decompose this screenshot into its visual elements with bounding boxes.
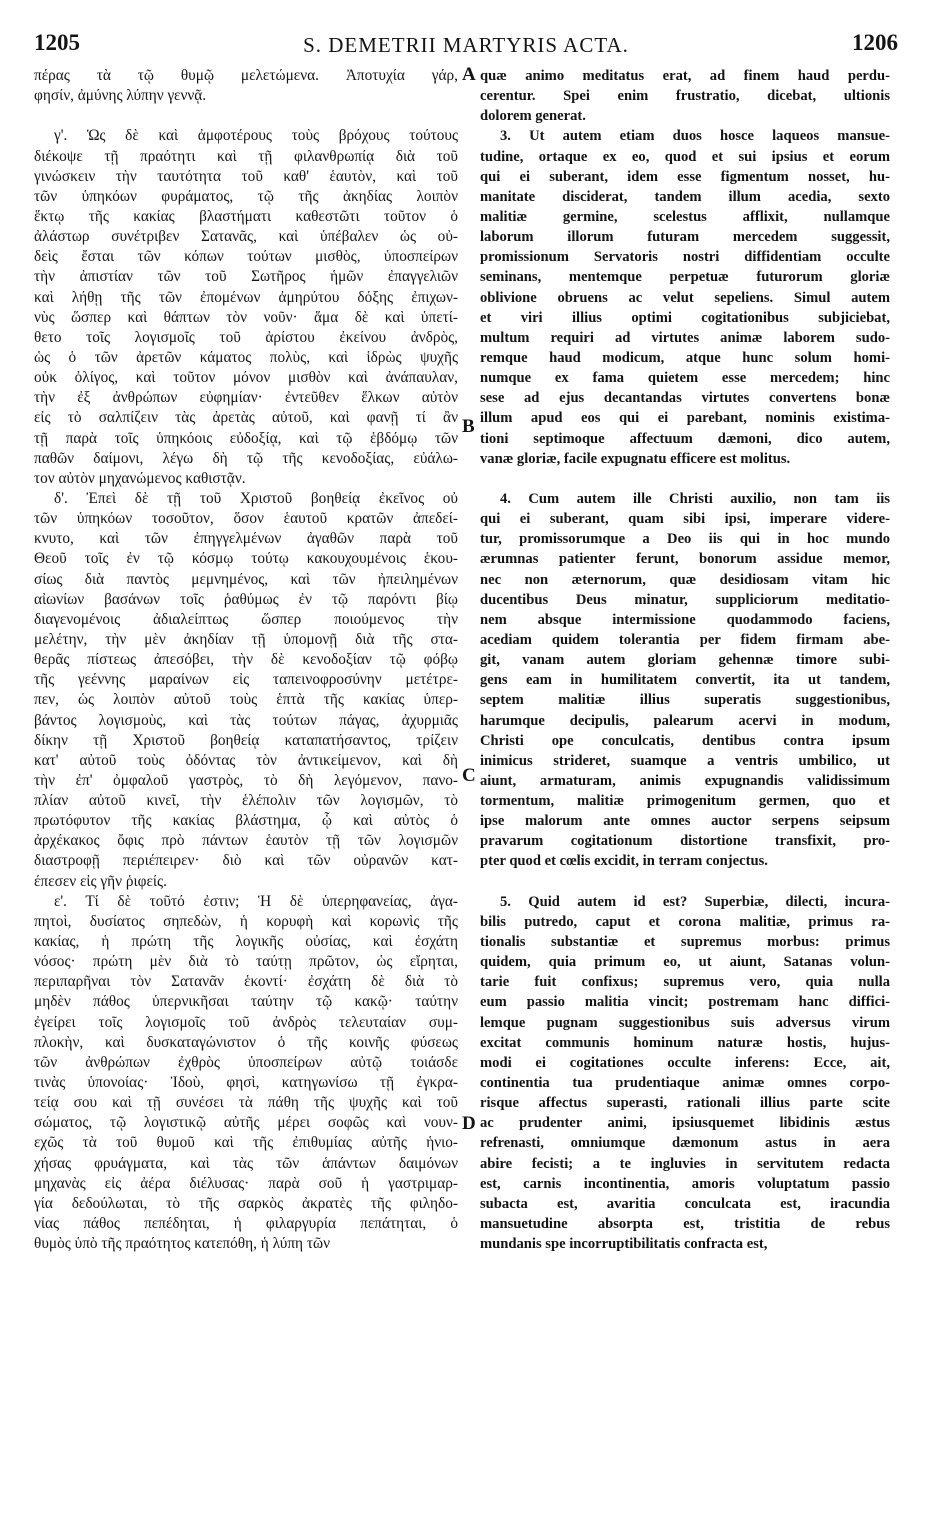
running-title: S. DEMETRII MARTYRIS ACTA. — [303, 33, 629, 57]
greek-line: σώματος, τῷ λογιστικῷ αὐτῆς μέρει σοφῶς καὶ νουν- — [34, 1114, 458, 1132]
greek-line: τῶν ἀνθρώπων ἐχθρὸς ὑποσπείρων αὐτῷ τοιάσδε — [34, 1053, 458, 1071]
greek-line: κνυτο, καὶ τῶν ἐπηγγελμένων ἀγαθῶν παρὰ τοῦ — [34, 530, 458, 548]
greek-line: τῆς γεέννης μαραίνων εἰς ταπεινοφροσύνην μετέτρε- — [34, 671, 458, 689]
latin-line: cerentur. Spei enim frustratio, dicebat, ultionis — [480, 88, 890, 105]
greek-line: ἐγείρει τοῖς λογισμοῖς τοῦ ἀνδρὸς τελευταίαν συμ- — [34, 1013, 458, 1031]
latin-line: ipse malorum ante omnes auctor serpens seipsum — [480, 813, 890, 830]
latin-line: malitiæ germine, scelestus afflixit, nullamque — [480, 208, 890, 225]
latin-line: inimicus strideret, suamque a ventris umbilico, ut — [480, 752, 890, 769]
greek-line: ἀλάστωρ συνέτριβεν Σατανᾶς, καὶ ὑπέβαλεν ὡς οὐ- — [34, 228, 458, 246]
latin-line: risque affectus superasti, rationali illius parte scite — [480, 1095, 890, 1112]
section-marker-d: D — [462, 1113, 476, 1134]
latin-line: qui ei suberant, quam sibi ipsi, imperare videre- — [480, 511, 890, 528]
greek-line: δίκην τῇ Χριστοῦ βοηθείᾳ καταπατήσαντος, τρίζειν — [34, 731, 458, 749]
latin-line: tormentum, malitiæ primogenitum germen, quo et — [480, 793, 890, 810]
latin-line: subacta est, avaritia conculcata est, iracundia — [480, 1195, 890, 1212]
greek-line: βάντος λογισμοὺς, καὶ τὰς τούτων πάγας, ἀχυρμιᾶς — [34, 711, 458, 729]
latin-line: nem absque intermissione quodammodo faciens, — [480, 611, 890, 628]
greek-line: πλίαν αὐτοῦ κινεῖ, τὴν ἑλέπολιν τῶν λογισμῶν, τὸ — [34, 792, 458, 810]
latin-line: 3. Ut autem etiam duos hosce laqueos mansue- — [500, 128, 890, 145]
latin-line: 4. Cum autem ille Christi auxilio, non tam iis — [500, 490, 890, 507]
latin-line: septem malitiæ illius superatis suggestionibus, — [480, 692, 890, 709]
greek-line: αἰωνίων βασάνων τοῖς ῥαθύμως ἐν τῷ παρόντι βίῳ — [34, 590, 458, 608]
greek-line: πρωτόφυτον τῆς κακίας βλάστημα, ᾧ καὶ αὐτὸς ὁ — [34, 812, 458, 830]
latin-line: laborum illorum futuram mercedem suggessit, — [480, 229, 890, 246]
latin-line: gens eam in humilitatem convertit, ita ut tandem, — [480, 672, 890, 689]
section-marker-a: A — [462, 64, 476, 85]
section-marker-c: C — [462, 765, 476, 786]
latin-line — [480, 469, 890, 489]
latin-line: tur, promissorumque a Deo iis qui in hoc mundo — [480, 531, 890, 548]
greek-line: οὐκ ὀλίγος, καὶ τοῦτον μόνον μισθὸν καὶ ἀνάπαυλαν, — [34, 369, 458, 387]
greek-line: καὶ λήθῃ τῆς τῶν ἐπομένων ἀμηρύτου δόξης ἐπιχων- — [34, 288, 458, 306]
latin-line: modi ei cogitationes occulte inferens: Ecce, ait, — [480, 1054, 890, 1071]
latin-line: quidem, quia primum eo, ut aiunt, Satanas volun- — [480, 954, 890, 971]
latin-line: nec non æternorum, quæ desidiosam vitam hic — [480, 571, 890, 588]
latin-line: lemque pugnam suggestionibus suis adversus virum — [480, 1014, 890, 1031]
greek-line: κατ' αὐτοῦ τοὺς ὀδόντας τὸν ἀντικείμενον, καὶ δὴ — [34, 751, 458, 769]
latin-line: sese ad ejus decantandas virtutes convertens bonæ — [480, 390, 890, 407]
greek-column — [34, 66, 458, 1254]
latin-line: abire fecisti; a te ingluvies in servitutem redacta — [480, 1155, 890, 1172]
latin-line: harumque decipulis, palearum acervi in modum, — [480, 712, 890, 729]
greek-line: γ'. Ὡς δὲ καὶ ἀμφοτέρους τοὺς βρόχους τούτους — [54, 127, 458, 145]
greek-line: φησίν, ἀμύνης λύπην γεννᾷ. — [34, 87, 207, 105]
latin-line: pravarum cogitationum distortione transfixit, pro- — [480, 833, 890, 850]
greek-line: τον αὐτὸν μηχανώμενος καθιστᾷν. — [34, 469, 246, 487]
latin-line: tioni septimoque affectuum dæmoni, dico autem, — [480, 430, 890, 447]
greek-line: τῇ παρὰ τοῖς ὑπηκόοις εὐδοξίᾳ, καὶ τῷ ἑβδόμῳ τῶν — [34, 429, 458, 447]
greek-line: τὴν ἀπιστίαν τῶν τοῦ Σωτῆρος ἡμῶν ἐπαγγελιῶν — [34, 268, 458, 286]
latin-line: continentia tua prudentiaque animæ omnes corpo- — [480, 1075, 890, 1092]
greek-line: εἰς τὸ σαλπίζειν τὰς ἀρετὰς αὐτοῦ, καὶ φανῇ τί ἂν — [34, 409, 458, 427]
page-number-right: 1206 — [852, 30, 898, 55]
greek-line: πέρας τὰ τῷ θυμῷ μελετώμενα. Ἀποτυχία γάρ, — [34, 67, 458, 84]
latin-line: Christi ope conculcatis, dentibus contra ipsum — [480, 732, 890, 749]
latin-line — [480, 872, 890, 892]
latin-line: tionalis substantiæ et supremus morbus: primus — [480, 934, 890, 951]
greek-line: νὺς ὥσπερ καὶ θάπτων τὸν νοῦν· ἅμα δὲ καὶ ὑπετί- — [34, 308, 458, 326]
latin-line: acediam quidem tolerantia per fidem firmam abe- — [480, 631, 890, 648]
greek-line: χήσας φρυάγματα, καὶ τὰς τῶν ἁπάντων δαιμόνων — [34, 1154, 458, 1172]
greek-line: τείᾳ σου καὶ τῇ συνέσει τὰ πάθη τῆς ψυχῆς καὶ τοῦ — [34, 1094, 458, 1112]
greek-line: δεὶς ἔσται τῶν κόπων τούτων μισθὸς, ὑποσπείρων — [34, 248, 458, 266]
latin-line: tarie fuit confixus; supremus vero, quia nulla — [480, 974, 890, 991]
greek-line: διέκοψε τῇ πραότητι καὶ τῇ φιλανθρωπίᾳ διὰ τοῦ — [34, 147, 458, 165]
latin-line: et viri illius optimi cogitationibus subjiciebat, — [480, 309, 890, 326]
latin-line: multum requiri ad virtutes animæ laborem sudo- — [480, 329, 890, 346]
greek-line: τὴν ἐξ ἀνθρώπων εὐφημίαν· ἐντεῦθεν ἕλκων αὐτὸν — [34, 389, 458, 407]
greek-line: θερᾶς πίστεως ἀπεσόβει, τὴν δὲ κενοδοξίαν τῷ φόβῳ — [34, 651, 458, 669]
latin-line: refrenasti, omniumque dæmonum astus in aera — [480, 1135, 890, 1152]
greek-line: πητοὶ, δυσίατος σηπεδὼν, ἡ κορυφὴ καὶ κορωνὶς τῆς — [34, 912, 458, 930]
latin-line: ducentibus Deus minatur, suppliciorum meditatio- — [480, 591, 890, 608]
latin-line: aiunt, armaturam, animis expugnandis validissimum — [480, 772, 890, 789]
greek-line: διαγενομένοις ἀδιαλείπτως ὥσπερ ποιούμενος τὴν — [34, 610, 458, 628]
latin-line: vanæ gloriæ, facile expugnatu efficere est molitus. — [480, 450, 791, 467]
greek-line: πλοκὴν, καὶ δυσκαταγώνιστον ὁ τῆς κοινῆς φύσεως — [34, 1033, 458, 1051]
greek-line: νόσος· πρώτη μὲν διὰ τὸ ταύτῃ πρῶτον, ὡς εἴρηται, — [34, 953, 458, 971]
greek-line: εχῶς τὰ τοῦ θυμοῦ καὶ τῆς ἐπιθυμίας αὐτῆς ἡνιο- — [34, 1134, 458, 1152]
greek-line: ε'. Τί δὲ τοῦτό ἐστιν; Ἡ δὲ ὑπερηφανείας, ἀγα- — [54, 892, 458, 910]
greek-line: σίως διὰ παντὸς μεμνημένος, καὶ τῶν ἠπειλημένων — [34, 570, 458, 588]
greek-line: ἕκτῳ τῆς κακίας βλαστήματι καθεστῶτι τοῦτον ὁ — [34, 207, 458, 225]
greek-line: έπεσεν εἰς γῆν ῥιφείς. — [34, 872, 167, 890]
latin-line: promissionum Servatoris nostri diffidentiam occulte — [480, 249, 890, 266]
greek-line: κακίας, ἡ πρώτη τῆς λογικῆς οὐσίας, καὶ ἐσχάτη — [34, 933, 458, 951]
latin-line: oblivione obruens ac velut sepeliens. Simul autem — [480, 289, 890, 306]
latin-line: manitate disciderat, tandem illum acedia, sexto — [480, 188, 890, 205]
greek-line: περιπαρῆναι τὸν Σατανᾶν ἑκοντί· ἐσχάτη δὲ διὰ τὸ — [34, 973, 458, 991]
greek-line: μηδὲν πάθος ὑπερνικῆσαι ταύτην τῷ κακῷ· ταύτην — [34, 993, 458, 1011]
latin-line: dolorem generat. — [480, 108, 586, 125]
greek-line: θυμὸς ὑπὸ τῆς πραότητος κατεπόθη, ἡ λύπη τῶν — [34, 1235, 330, 1253]
latin-line: est, carnis incontinentia, amoris voluptatum passio — [480, 1175, 890, 1192]
latin-line: 5. Quid autem id est? Superbiæ, dilecti, incura- — [500, 893, 890, 910]
latin-line: pter quod et cœlis excidit, in terram conjectus. — [480, 853, 768, 870]
greek-line: θετο τοῖς λογισμοῖς τοῦ ἀρίστου ἐκείνου ἀνδρὸς, — [34, 328, 458, 346]
latin-line: eum passio malitia vincit; postremam hanc diffici- — [480, 994, 890, 1011]
greek-line — [34, 106, 458, 126]
greek-line: παθῶν δαίμονι, λέγω δὴ τῷ τῆς κενοδοξίας, εὐάλω- — [34, 449, 458, 467]
latin-line: seminans, mentemque perpetuæ futurorum gloriæ — [480, 269, 890, 286]
latin-line: excitat communis hominum naturæ hostis, hujus- — [480, 1034, 890, 1051]
greek-line: τῶν ὑπηκόων τοσοῦτον, ὅσον ἑαυτοῦ κρατῶν ἀπεδεί- — [34, 510, 458, 528]
latin-column — [480, 66, 890, 1254]
latin-line: ærumnas patienter ferunt, bonorum assidue memor, — [480, 551, 890, 568]
greek-line: τινὰς ὑπονοίας· Ἰδοὺ, φησὶ, κατηγωνίσω τῇ ἐγκρα- — [34, 1074, 458, 1092]
greek-line: ἀρχέκακος ὄφις πρὸ πάντων ἑαυτὸν τῇ τῶν λογισμῶν — [34, 832, 458, 850]
latin-line: numque ex fama quietem esse mercedem; hinc — [480, 370, 890, 387]
greek-line: ὡς ὁ τῶν ἀρετῶν κάματος πολὺς, καὶ ἱδρὼς ψυχῆς — [34, 348, 458, 366]
greek-line: γινώσκειν τὴν ταυτότητα τοῦ καθ' ἑαυτὸν, καὶ τοῦ — [34, 167, 458, 185]
greek-line: νίας πάθος πεπέδηται, ἡ φιλαργυρία πεπάτηται, ὁ — [34, 1215, 458, 1233]
latin-line: qui ei suberant, idem esse figmentum nosset, hu- — [480, 168, 890, 185]
latin-line: mundanis spe incorruptibilitatis confracta est, — [480, 1236, 768, 1253]
greek-line: τῶν ὑπηκόων φυράματος, τῷ τῆς ἀκηδίας λοιπὸν — [34, 187, 458, 205]
greek-line: γία δεδούλωται, τὸ τῆς σαρκὸς ἀκρατὲς τῆς φιληδο- — [34, 1194, 458, 1212]
latin-line: git, vanam autem gloriam gehennæ timore subi- — [480, 652, 890, 669]
greek-line: δ'. Ἐπεὶ δὲ τῇ τοῦ Χριστοῦ βοηθείᾳ ἐκεῖνος οὐ — [54, 489, 458, 507]
latin-line: remque haud modicum, atque hunc solum homi- — [480, 349, 890, 366]
latin-line: tudine, ortaque ex eo, quod et sui ipsius et eorum — [480, 148, 890, 165]
greek-line: μηχανὰς εἰς ἀέρα διέλυσας· παρὰ σοῦ ἡ γαστριμαρ- — [34, 1174, 458, 1192]
section-marker-b: B — [462, 416, 475, 437]
page-header — [34, 30, 898, 60]
latin-line: quæ animo meditatus erat, ad finem haud perdu- — [480, 68, 890, 84]
greek-line: τὴν ἐπ' ὀμφαλοῦ γαστρὸς, τὸ δὴ λεγόμενον, πανο- — [34, 771, 458, 789]
greek-line: διαστροφῇ περιέπειρεν· διὸ καὶ τῶν οὐρανῶν κατ- — [34, 852, 458, 870]
greek-line: μελέτην, τὴν μὲν ἀκηδίαν τῇ ὑπομονῇ διὰ τῆς στα- — [34, 630, 458, 648]
latin-line: ac prudenter animi, ipsiusquemet libidinis æstus — [480, 1115, 890, 1132]
greek-line: πεν, ὡς λοιπὸν αὐτοῦ τοὺς ἑπτὰ τῆς κακίας ὑπερ- — [34, 691, 458, 709]
latin-line: bilis putredo, caput et corona malitiæ, primus ra- — [480, 913, 890, 930]
greek-line: Θεοῦ τοῖς ἐν τῷ κόσμῳ τούτῳ κακουχουμένοις ἑκου- — [34, 550, 458, 568]
page-number-left: 1205 — [34, 30, 80, 55]
latin-line: mansuetudine absorpta est, tristitia de rebus — [480, 1216, 890, 1233]
latin-line: illum apud eos qui ei parebant, nominis existima- — [480, 410, 890, 427]
